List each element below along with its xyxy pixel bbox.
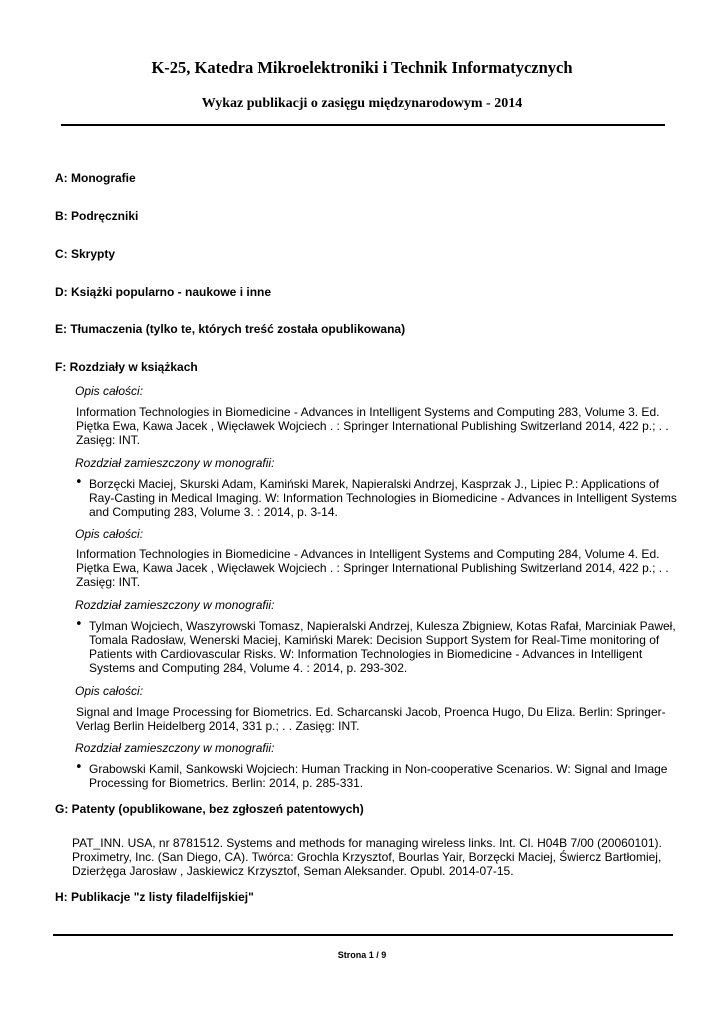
section-g-heading: G: Patenty (opublikowane, bez zgłoszeń patentowych) [55, 802, 364, 816]
book-description: Signal and Image Processing for Biometrics. Ed. Scharcanski Jacob, Proenca Hugo, Du Eliza. Berlin: Springer-Verlag Berlin Heidelberg 2014, 331 p.; . . Zasięg: INT. [76, 705, 666, 733]
chapter-label: Rozdział zamieszczony w monografii: [75, 741, 275, 755]
section-b-heading: B: Podręczniki [55, 209, 139, 223]
bullet-icon: • [75, 760, 83, 775]
section-c-heading: C: Skrypty [55, 247, 116, 261]
section-h-heading: H: Publikacje "z listy filadelfijskiej" [55, 890, 254, 904]
bullet-icon: • [75, 475, 83, 490]
section-d-heading: D: Książki popularno - naukowe i inne [55, 285, 272, 299]
chapter-label: Rozdział zamieszczony w monografii: [75, 456, 275, 470]
header-divider [61, 124, 665, 126]
section-e-heading: E: Tłumaczenia (tylko te, których treść została opublikowana) [55, 322, 406, 336]
patent-entry: PAT_INN. USA, nr 8781512. Systems and methods for managing wireless links. Int. Cl. H04B 7/00 (20060101). Proximetry, Inc. (San Diego, CA). Twórca: Grochla Krzysztof, Bourlas Yair, Borzęcki Maciej, Świercz Bartłomiej, Dzierżęga Jarosław , Jaskiewicz Krzysztof, Seman Aleksander. Opubl. 2014-07-15. [72, 836, 662, 878]
chapter-label: Rozdział zamieszczony w monografii: [75, 598, 275, 612]
opis-label: Opis całości: [75, 384, 144, 398]
bullet-icon: • [75, 617, 83, 632]
section-a-heading: A: Monografie [55, 171, 136, 185]
opis-label: Opis całości: [75, 527, 144, 541]
section-f-heading: F: Rozdziały w książkach [55, 360, 198, 374]
opis-label: Opis całości: [75, 684, 144, 698]
chapter-entry: Grabowski Kamil, Sankowski Wojciech: Human Tracking in Non-cooperative Scenarios. W: Signal and Image Processing for Biometrics. Berlin: 2014, p. 285-331. [89, 762, 668, 790]
chapter-entry: Tylman Wojciech, Waszyrowski Tomasz, Napieralski Andrzej, Kulesza Zbigniew, Kotas Rafał, Marciniak Paweł, Tomala Radosław, Wenerski Maciej, Kamiński Marek: Decision Support System for Real-Time monitoring of Patients with Cardiovascular Risks. W: Information Technologies in Biomedicine - Advances in Intelligent Systems and Computing 284, Volume 4. : 2014, p. 293-302. [89, 619, 676, 675]
book-description: Information Technologies in Biomedicine - Advances in Intelligent Systems and Computing 283, Volume 3. Ed. Piętka Ewa, Kawa Jacek , Więcławek Wojciech . : Springer International Publishing Switzerland 2014, 422 p.; . . Zasięg: INT. [76, 405, 669, 447]
footer-divider [53, 934, 673, 936]
page-number: Strona 1 / 9 [337, 950, 387, 960]
book-description: Information Technologies in Biomedicine - Advances in Intelligent Systems and Computing 284, Volume 4. Ed. Piętka Ewa, Kawa Jacek , Więcławek Wojciech . : Springer International Publishing Switzerland 2014, 422 p.; . . Zasięg: INT. [76, 547, 669, 589]
page-subtitle: Wykaz publikacji o zasięgu międzynarodowym - 2014 [201, 96, 523, 111]
page-title: K-25, Katedra Mikroelektroniki i Technik Informatycznych [151, 58, 573, 77]
chapter-entry: Borzęcki Maciej, Skurski Adam, Kamiński Marek, Napieralski Andrzej, Kasprzak J., Lipiec P.: Applications of Ray-Casting in Medical Imaging. W: Information Technologies in Biomedicine - Advances in Intelligent Systems and Computing 283, Volume 3. : 2014, p. 3-14. [89, 477, 677, 519]
